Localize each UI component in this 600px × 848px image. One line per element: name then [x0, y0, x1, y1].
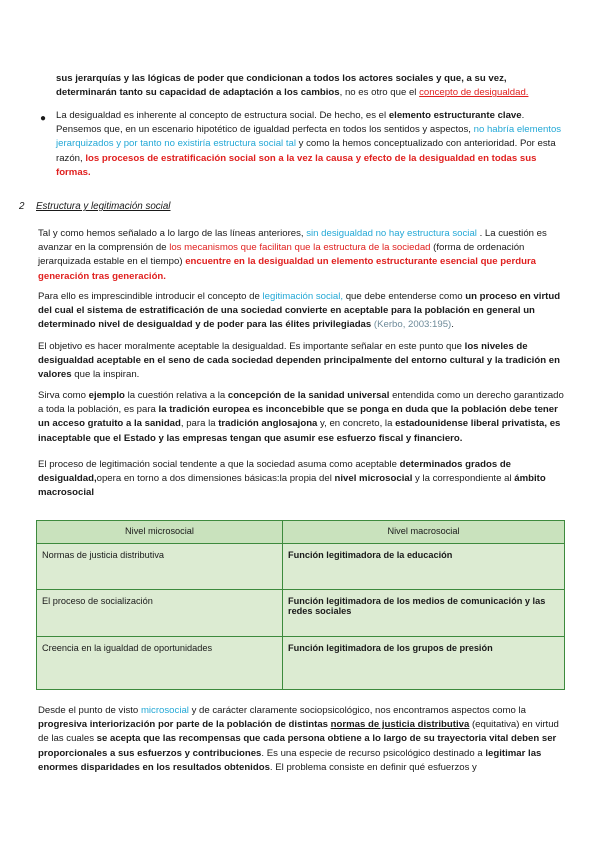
section-number: 2: [19, 201, 25, 212]
table-cell: Función legitimadora de la educación: [283, 544, 565, 590]
table-cell: Función legitimadora de los grupos de presión: [283, 637, 565, 690]
section-heading: [19, 201, 171, 212]
paragraph-6: Desde el punto de visto microsocial y de carácter claramente sociopsicológico, nos encontramos aspectos como la progresiva interiorización por parte de la población de distintas normas de justicia distributiva (equitativa) en virtud de las cuales se acepta que las recompensas que cada persona obtiene a lo largo de su trayectoria vital deben ser proporcionales a sus esfuerzos y contribuciones. Es una especie de recurso psicológico destinado a legitimar las enormes disparidades en los resultados obtenidos. El problema consiste en definir qué esfuerzos y: [38, 705, 559, 773]
header-macrosocial: Nivel macrosocial: [283, 521, 565, 544]
paragraph-5: El proceso de legitimación social tendente a que la sociedad asuma como aceptable determinados grados de desigualdad,opera en torno a dos dimensiones básicas:la propia del nivel microsocial y la correspondiente al ámbito macrosocial: [38, 459, 546, 499]
table-row: [37, 544, 565, 590]
bullet-icon: ●: [40, 113, 47, 124]
table-header-row: [37, 521, 565, 544]
paragraph-4: Sirva como ejemplo la cuestión relativa a la concepción de la sanidad universal entendida como un derecho garantizado a toda la población, es para la tradición europea es inconcebible que se ponga en duda que la población debe tener un acceso gratuito a la sanidad, para la tradición anglosajona y, en concreto, la estadounidense liberal privatista, es inaceptable que el Estado y las empresas tengan que asumir ese esfuerzo fiscal y financiero.: [38, 390, 564, 444]
table-cell: El proceso de socialización: [37, 590, 283, 637]
paragraph-1: Tal y como hemos señalado a lo largo de las líneas anteriores, sin desigualdad no hay estructura social . La cuestión es avanzar en la comprensión de los mecanismos que facilitan que la estructura de la sociedad (forma de ordenación jerarquizada estable en el tiempo) encuentre en la desigualdad un elemento estructurante esencial que perdura generación tras generación.: [38, 228, 547, 282]
levels-table: [36, 520, 565, 690]
table-cell: Función legitimadora de los medios de comunicación y las redes sociales: [283, 590, 565, 637]
intro-paragraph: sus jerarquías y las lógicas de poder que condicionan a todos los actores sociales y que, a su vez, determinarán tanto su capacidad de adaptación a los cambios, no es otro que el concepto de desigualdad.: [56, 73, 529, 99]
paragraph-2: Para ello es imprescindible introducir el concepto de legitimación social, que debe entenderse como un proceso en virtud del cual el sistema de estratificación de una sociedad convierte en aceptable para la población en general un determinado nivel de desigualdad y de poder para las élites privilegiadas (Kerbo, 2003:195).: [38, 291, 561, 331]
table-row: [37, 590, 565, 637]
header-microsocial: Nivel microsocial: [37, 521, 283, 544]
bullet-paragraph: La desigualdad es inherente al concepto de estructura social. De hecho, es el elemento estructurante clave. Pensemos que, en un escenario hipotético de igualdad perfecta en todos los sentidos y aspectos, no habría elementos jerarquizados y por tanto no existiría estructura social tal y como la hemos conceptualizado con anterioridad. Por esta razón, los procesos de estratificación social son a la vez la causa y efecto de la desigualdad en todas sus formas.: [56, 110, 562, 178]
table-cell: Creencia en la igualdad de oportunidades: [37, 637, 283, 690]
desigualdad-concept-link[interactable]: concepto de desigualdad.: [419, 87, 529, 99]
paragraph-3: El objetivo es hacer moralmente aceptable la desigualdad. Es importante señalar en este punto que los niveles de desigualdad aceptable en el seno de cada sociedad dependen principalmente del entorno cultural y la tradición en valores que la inspiran.: [38, 341, 560, 381]
section-title: Estructura y legitimación social: [36, 201, 171, 212]
table-cell: Normas de justicia distributiva: [37, 544, 283, 590]
table-row: [37, 637, 565, 690]
citation: (Kerbo, 2003:195): [371, 319, 452, 331]
